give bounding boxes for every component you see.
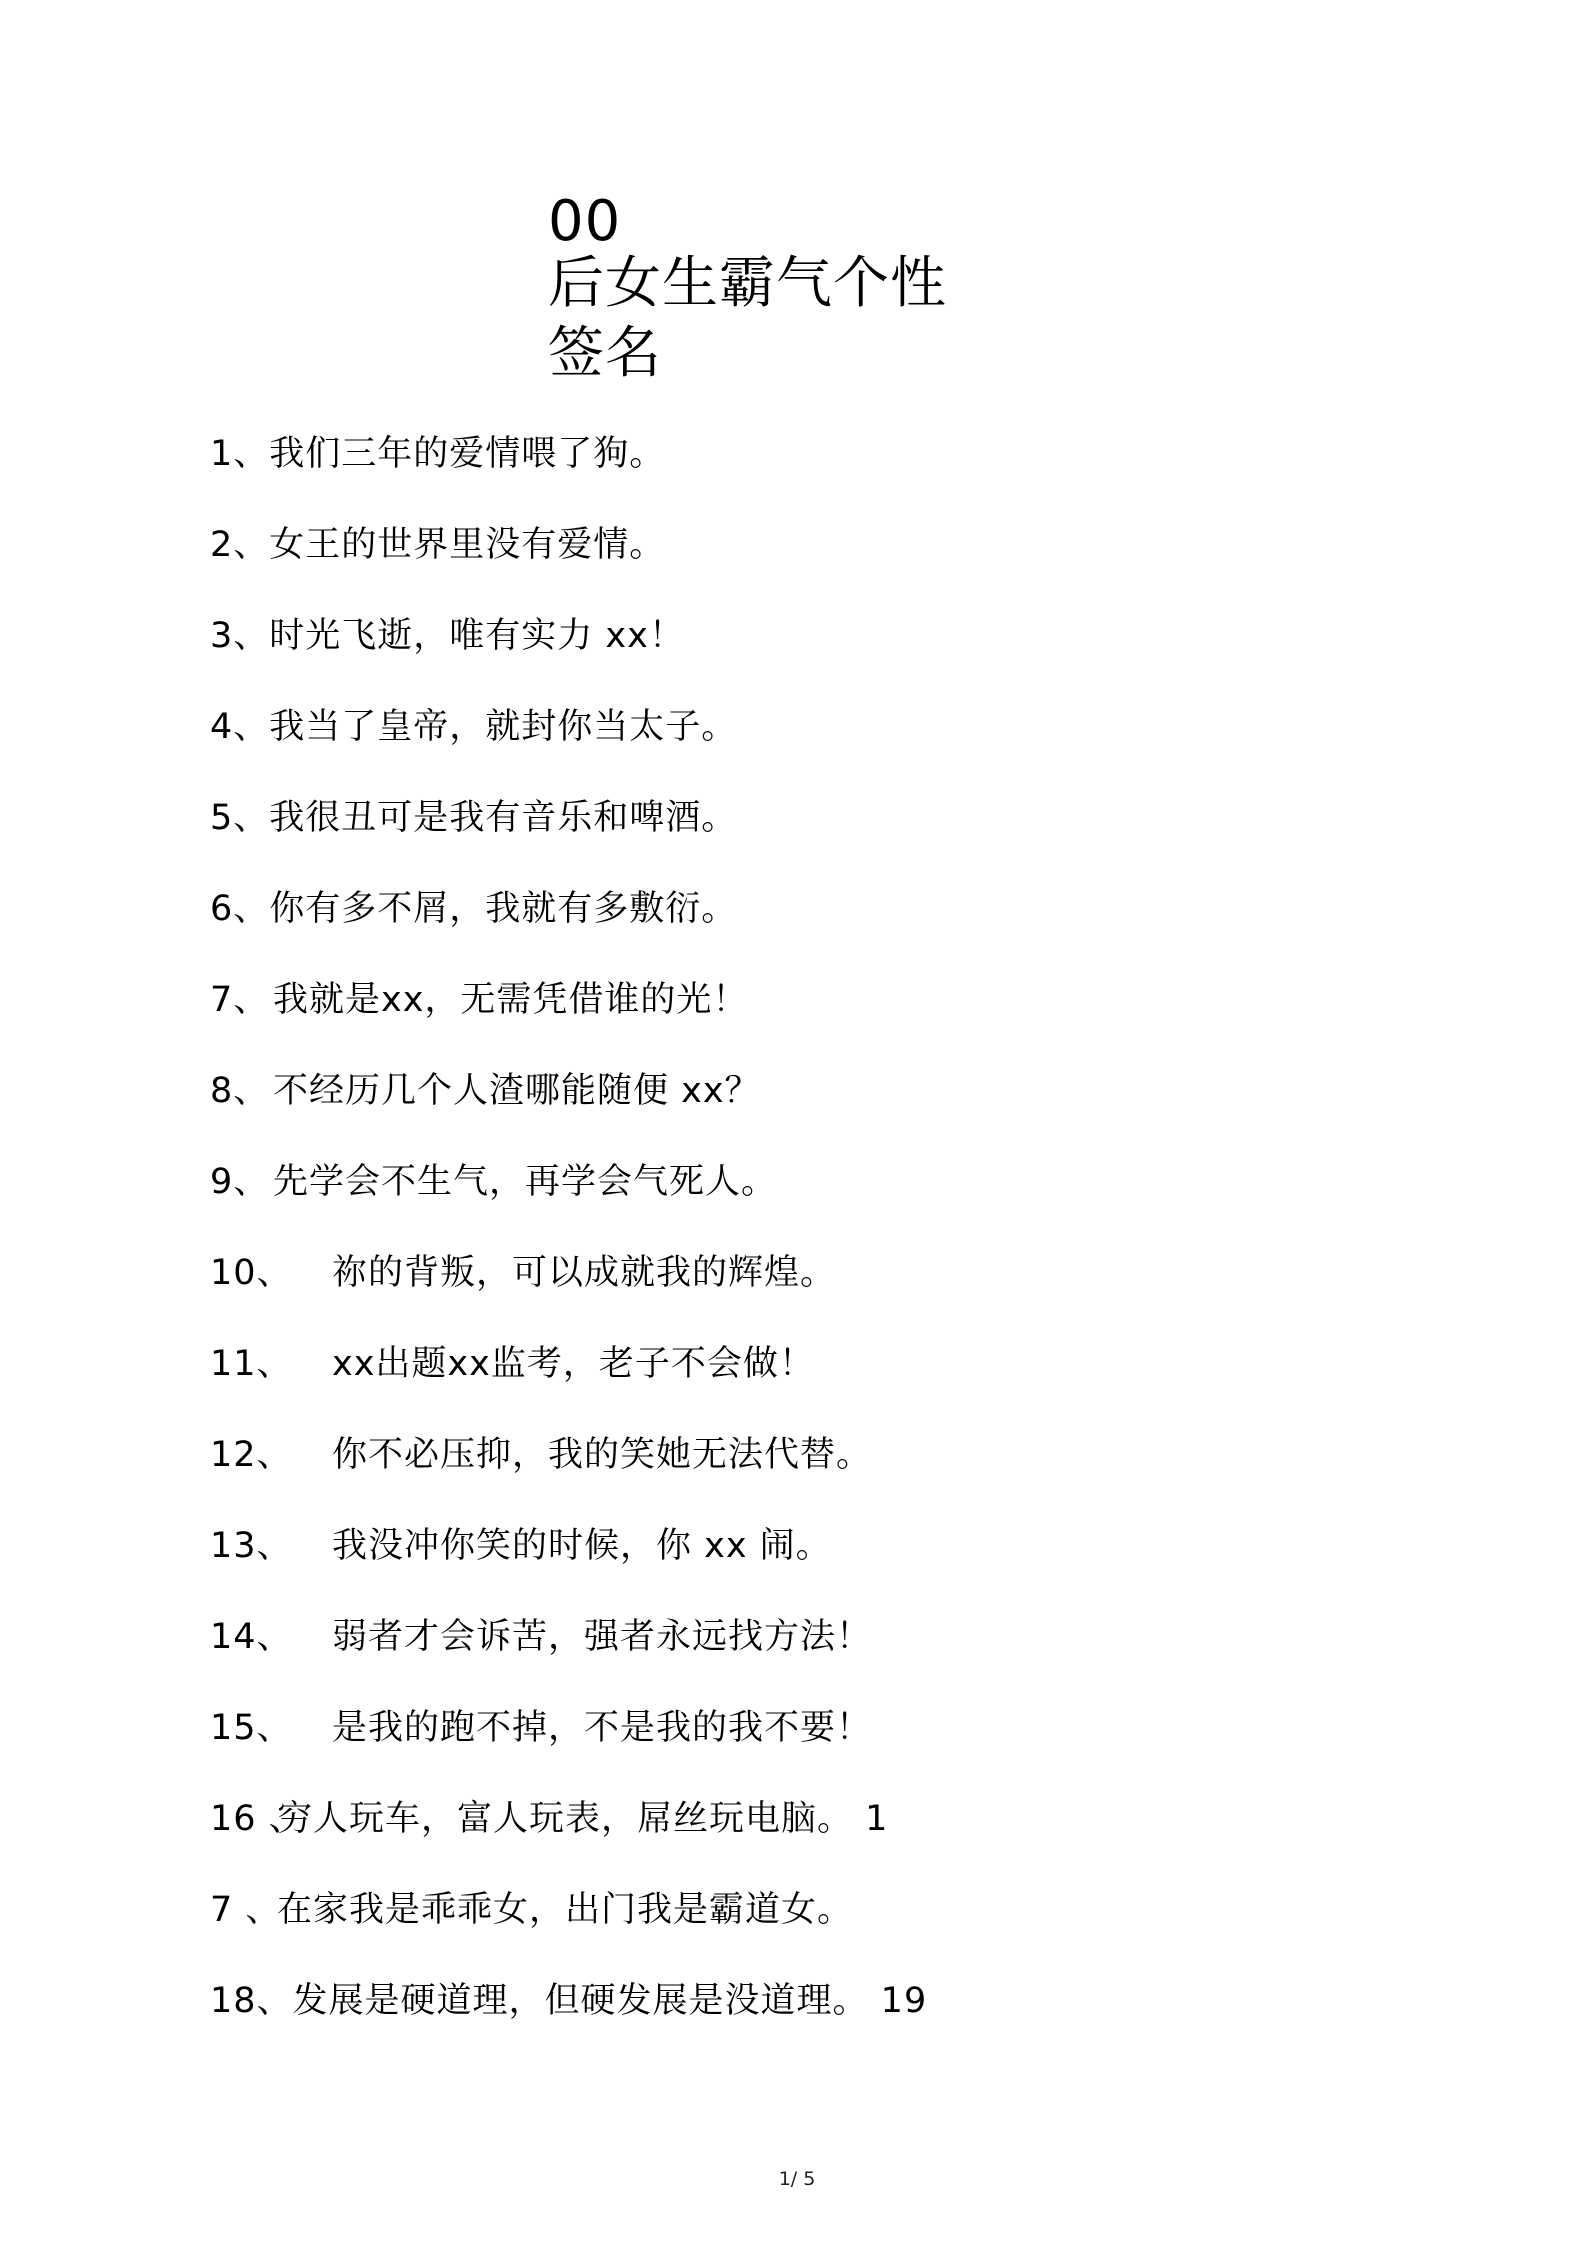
list-item [210, 1427, 872, 1477]
item-number: 12、 [210, 1435, 293, 1475]
item-text: xx出题xx监考，老子不会做！ [332, 1344, 815, 1384]
list-item [210, 517, 665, 567]
list-item [210, 1518, 832, 1568]
title-line-2: 后女生霸气个性 [548, 251, 947, 316]
list-item [210, 1609, 872, 1659]
title-line-3: 签名 [548, 321, 662, 386]
page-number: 1/ 5 [778, 2168, 816, 2190]
item-number: 6、 [210, 889, 270, 929]
list-item [210, 1791, 888, 1841]
list-item [210, 881, 737, 931]
item-number: 15、 [210, 1708, 293, 1748]
item-text: 我当了皇帝，就封你当太子。 [269, 707, 738, 747]
list-item [210, 699, 737, 749]
item-number: 14、 [210, 1617, 293, 1657]
item-text: 发展是硬道理，但硬发展是没道理。 19 [292, 1981, 928, 2021]
item-text: 不经历几个人渣哪能随便 xx？ [273, 1071, 761, 1111]
list-item [210, 790, 737, 840]
item-number: 11、 [210, 1344, 293, 1384]
item-number: 8、 [210, 1071, 270, 1111]
list-item [210, 1973, 927, 2023]
list-item [210, 426, 665, 476]
item-number: 7 、 [210, 1890, 282, 1930]
item-text: 我们三年的爱情喂了狗。 [269, 434, 666, 474]
item-text: 先学会不生气，再学会气死人。 [273, 1162, 778, 1202]
item-text: 我很丑可是我有音乐和啤酒。 [269, 798, 738, 838]
item-text: 弱者才会诉苦，强者永远找方法！ [332, 1617, 873, 1657]
item-number: 2、 [210, 525, 270, 565]
item-text: 穷人玩车，富人玩表，屌丝玩电脑。 1 [277, 1799, 889, 1839]
list-item [210, 1154, 777, 1204]
item-number: 5、 [210, 798, 270, 838]
item-text: 女王的世界里没有爱情。 [269, 525, 666, 565]
list-item [210, 1700, 872, 1750]
item-text: 时光飞逝，唯有实力 xx！ [269, 616, 685, 656]
title-line-1: 00 [548, 189, 622, 254]
item-text: 我没冲你笑的时候，你 xx 闹。 [332, 1526, 832, 1566]
item-number: 4、 [210, 707, 270, 747]
item-text: 祢的背叛，可以成就我的辉煌。 [332, 1253, 837, 1293]
item-number: 13、 [210, 1526, 293, 1566]
item-number: 1、 [210, 434, 270, 474]
list-item [210, 972, 748, 1022]
item-number: 16 、 [210, 1799, 305, 1839]
item-number: 18、 [210, 1981, 293, 2021]
item-number: 10、 [210, 1253, 293, 1293]
item-text: 是我的跑不掉，不是我的我不要！ [332, 1708, 873, 1748]
item-number: 9、 [210, 1162, 270, 1202]
item-text: 你不必压抑，我的笑她无法代替。 [332, 1435, 873, 1475]
item-text: 在家我是乖乖女，出门我是霸道女。 [277, 1890, 854, 1930]
list-item [210, 608, 685, 658]
list-item [210, 1063, 761, 1113]
list-item [210, 1882, 853, 1932]
list-item [210, 1245, 836, 1295]
item-text: 你有多不屑，我就有多敷衍。 [269, 889, 738, 929]
item-number: 3、 [210, 616, 270, 656]
list-item [210, 1336, 815, 1386]
item-text: 我就是xx，无需凭借谁的光！ [273, 980, 749, 1020]
item-number: 7、 [210, 980, 270, 1020]
